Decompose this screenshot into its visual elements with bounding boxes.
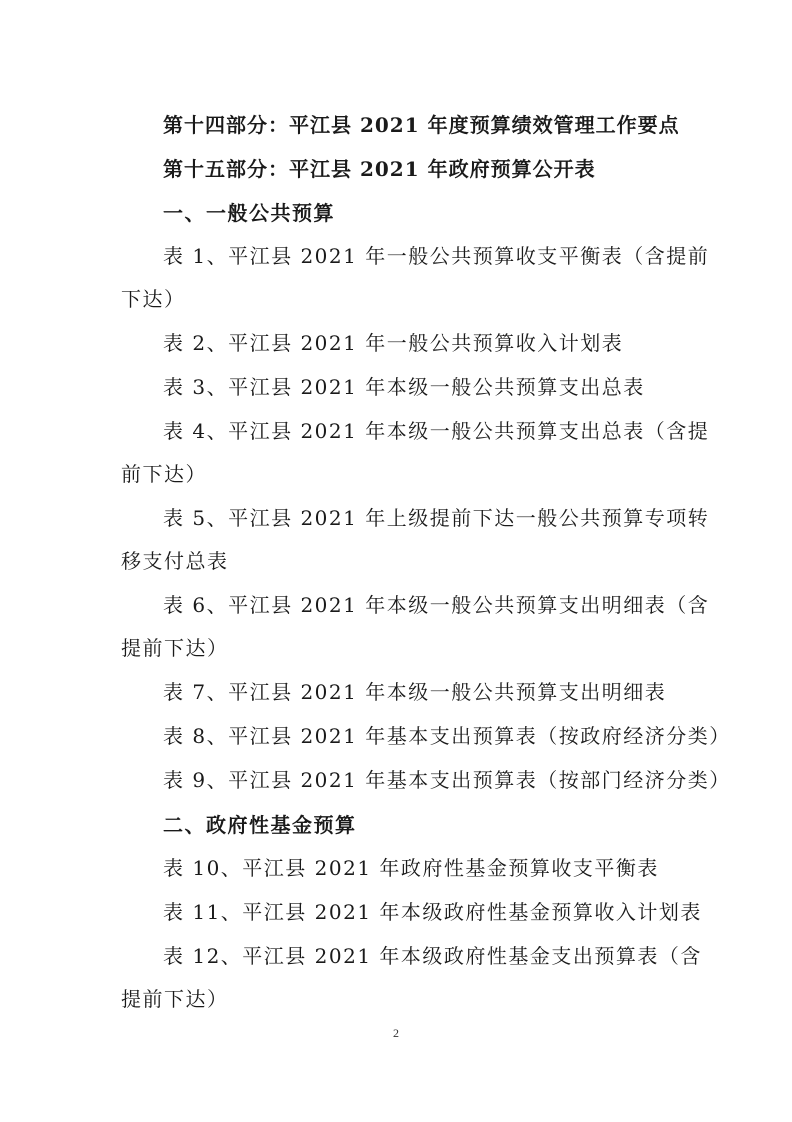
table-item-2-line-1: 表 2、平江县 2021 年一般公共预算收入计划表	[163, 331, 624, 355]
table-item-6	[121, 584, 710, 670]
document-body	[121, 103, 731, 1022]
section-heading-part14: 第十四部分：平江县 2021 年度预算绩效管理工作要点	[163, 113, 680, 137]
table-item-5-line-2: 移支付总表	[121, 549, 229, 573]
table-item-12-line-2: 提前下达）	[121, 987, 229, 1011]
table-item-4	[121, 410, 710, 496]
table-item-1-line-1: 表 1、平江县 2021 年一般公共预算收支平衡表（含提前	[163, 244, 710, 268]
table-item-5	[121, 497, 710, 583]
section-heading-part15: 第十五部分：平江县 2021 年政府预算公开表	[163, 157, 596, 181]
table-item-11-line-1: 表 11、平江县 2021 年本级政府性基金预算收入计划表	[163, 900, 702, 924]
table-item-1	[121, 235, 710, 321]
table-item-8-line-1: 表 8、平江县 2021 年基本支出预算表（按政府经济分类）	[163, 724, 731, 748]
table-item-7	[121, 671, 681, 714]
table-item-4-line-1: 表 4、平江县 2021 年本级一般公共预算支出总表（含提	[163, 419, 710, 443]
table-item-10-line-1: 表 10、平江县 2021 年政府性基金预算收支平衡表	[163, 856, 659, 880]
subsection-heading-general-budget: 一、一般公共预算	[163, 201, 335, 225]
table-item-6-line-2: 提前下达）	[121, 636, 229, 660]
table-item-5-line-1: 表 5、平江县 2021 年上级提前下达一般公共预算专项转	[163, 506, 710, 530]
table-item-4-line-2: 前下达）	[121, 462, 207, 486]
table-item-3	[121, 366, 681, 409]
table-item-11	[121, 891, 702, 934]
table-item-7-line-1: 表 7、平江县 2021 年本级一般公共预算支出明细表	[163, 680, 667, 704]
table-item-9	[121, 759, 731, 802]
table-item-8	[121, 715, 731, 758]
table-item-12-line-1: 表 12、平江县 2021 年本级政府性基金支出预算表（含	[163, 944, 702, 968]
table-item-9-line-1: 表 9、平江县 2021 年基本支出预算表（按部门经济分类）	[163, 768, 731, 792]
table-item-6-line-1: 表 6、平江县 2021 年本级一般公共预算支出明细表（含	[163, 593, 710, 617]
page-number: 2	[393, 1026, 399, 1040]
subsection-heading-fund-budget: 二、政府性基金预算	[163, 813, 357, 837]
table-item-1-line-2: 下达）	[121, 287, 186, 311]
table-item-2	[121, 322, 681, 365]
table-item-10	[121, 847, 681, 890]
table-item-12	[121, 935, 702, 1021]
table-item-3-line-1: 表 3、平江县 2021 年本级一般公共预算支出总表	[163, 375, 645, 399]
